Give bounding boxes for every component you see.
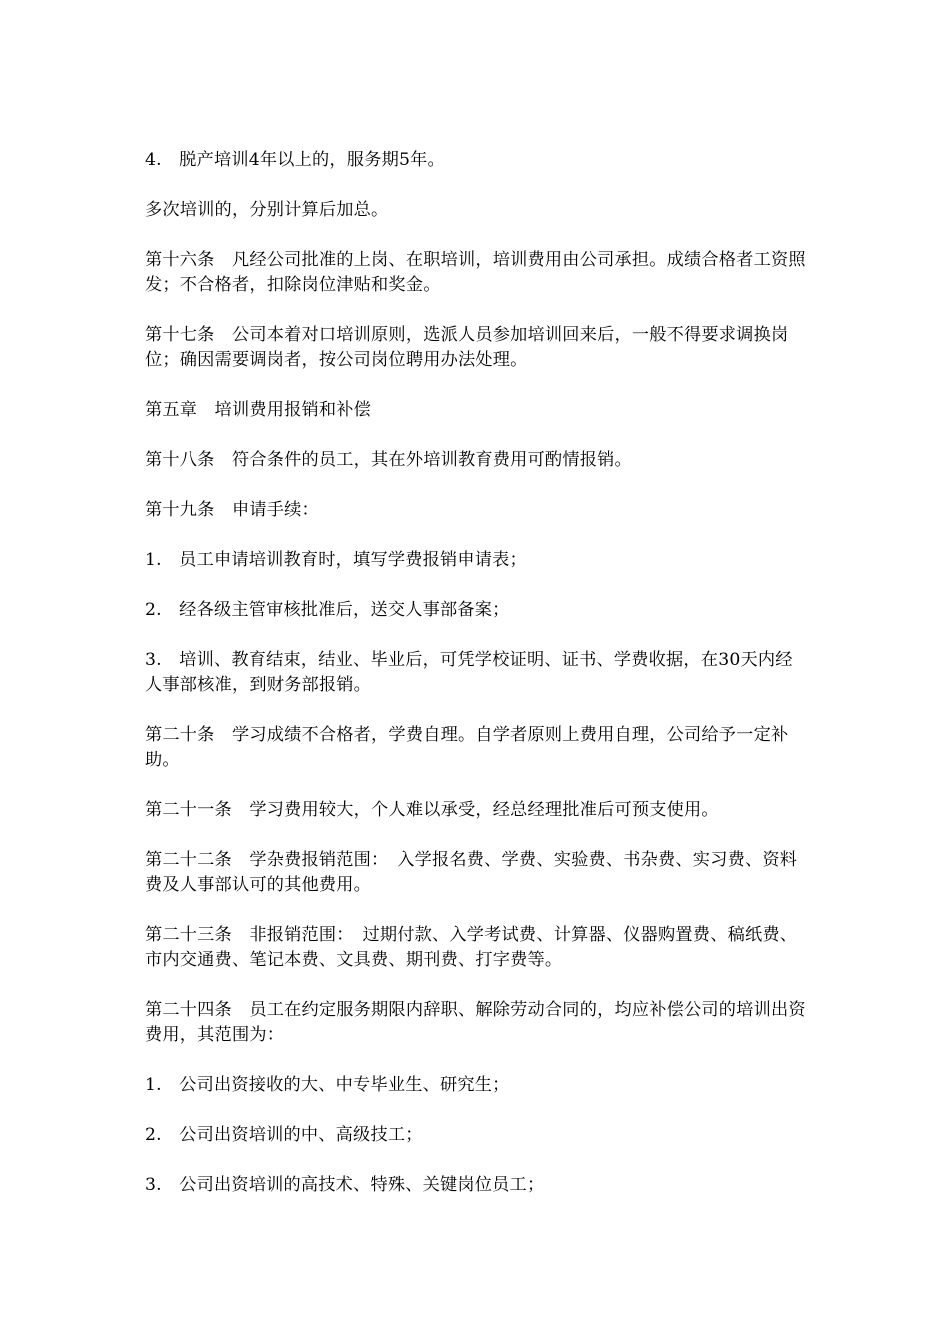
paragraph-article-23: 第二十三条 非报销范围： 过期付款、入学考试费、计算器、仪器购置费、稿纸费、市内交通费、笔记本费、文具费、期刊费、打字费等。 [145, 925, 798, 970]
paragraph-multiple-training: 多次培训的，分别计算后加总。 [145, 200, 389, 220]
paragraph-article-24: 第二十四条 员工在约定服务期限内辞职、解除劳动合同的，均应补偿公司的培训出资费用，其范围为： [145, 1000, 806, 1045]
list-item-application-1: 1. 员工申请培训教育时，填写学费报销申请表； [145, 550, 527, 570]
paragraph-article-18: 第十八条 符合条件的员工，其在外培训教育费用可酌情报销。 [145, 450, 632, 470]
paragraph-article-21: 第二十一条 学习费用较大，个人难以承受，经总经理批准后可预支使用。 [145, 800, 719, 820]
paragraph-article-16: 第十六条 凡经公司批准的上岗、在职培训，培训费用由公司承担。成绩合格者工资照发；不合格者，扣除岗位津贴和奖金。 [145, 250, 806, 295]
list-item-compensation-3: 3. 公司出资培训的高技术、特殊、关键岗位员工； [145, 1175, 545, 1195]
paragraph-article-19: 第十九条 申请手续： [145, 500, 319, 520]
list-item-compensation-1: 1. 公司出资接收的大、中专毕业生、研究生； [145, 1075, 510, 1095]
paragraph-service-period-4: 4. 脱产培训4年以上的，服务期5年。 [145, 150, 445, 170]
paragraph-article-20: 第二十条 学习成绩不合格者，学费自理。自学者原则上费用自理，公司给予一定补助。 [145, 725, 789, 770]
chapter-5-heading: 第五章 培训费用报销和补偿 [145, 400, 372, 420]
list-item-application-3: 3. 培训、教育结束，结业、毕业后，可凭学校证明、证书、学费收据，在30天内经人事部核准，到财务部报销。 [145, 650, 793, 695]
paragraph-article-17: 第十七条 公司本着对口培训原则，选派人员参加培训回来后，一般不得要求调换岗位；确因需要调岗者，按公司岗位聘用办法处理。 [145, 325, 789, 370]
paragraph-article-22: 第二十二条 学杂费报销范围： 入学报名费、学费、实验费、书杂费、实习费、资料费及人事部认可的其他费用。 [145, 850, 798, 895]
list-item-application-2: 2. 经各级主管审核批准后，送交人事部备案； [145, 600, 510, 620]
document-body [145, 148, 810, 1223]
list-item-compensation-2: 2. 公司出资培训的中、高级技工； [145, 1125, 423, 1145]
